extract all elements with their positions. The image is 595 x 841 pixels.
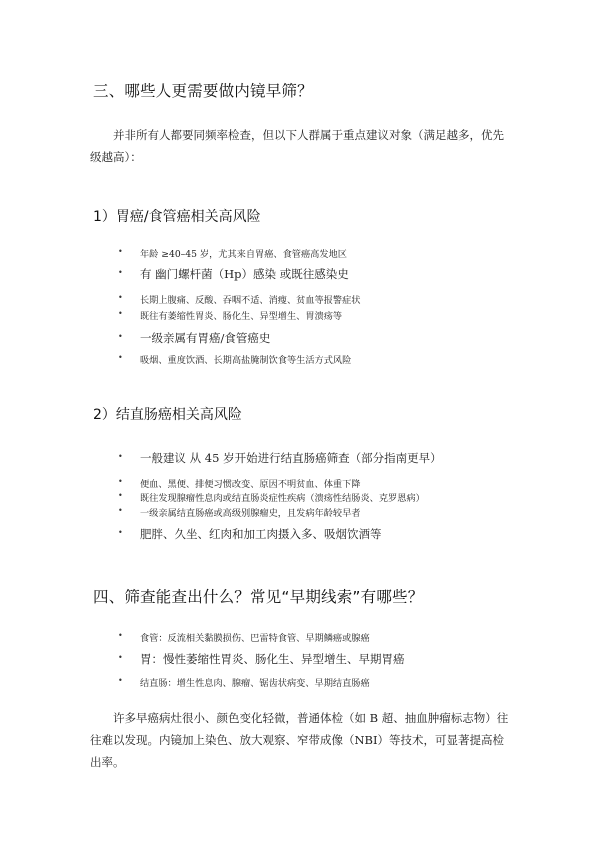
bullet-dot-icon: • <box>118 247 123 256</box>
section-4-paragraph: 许多早癌病灶很小、颜色变化轻微，普通体检（如 B 超、抽血肿瘤标志物）往往难以发现。内镜加上染色、放大观察、窄带成像（NBI）等技术，可显著提高检出率。 <box>90 711 509 769</box>
bullet-dot-icon: • <box>118 676 123 685</box>
bullet-dot-icon: • <box>118 309 123 318</box>
section-3-intro: 并非所有人都要同频率检查，但以下人群属于重点建议对象（满足越多，优先级越高）： <box>90 128 504 164</box>
bullet-dot-icon: • <box>118 332 123 341</box>
bullet-dot-icon: • <box>118 452 123 461</box>
bullet-dot-icon: • <box>118 477 123 486</box>
bullet-dot-icon: • <box>118 268 123 277</box>
gastric-risk-item-text: 既往有萎缩性胃炎、肠化生、异型增生、胃溃疡等 <box>140 311 343 322</box>
gastric-risk-item-text: 有 幽门螺杆菌（Hp）感染 或既往感染史 <box>140 267 349 281</box>
gastric-risk-item-text: 长期上腹痛、反酸、吞咽不适、消瘦、贫血等报警症状 <box>140 295 361 306</box>
gastric-risk-heading: 1）胃癌/食管癌相关高风险 <box>93 209 261 225</box>
bullet-dot-icon: • <box>118 506 123 515</box>
finding-item-text: 结直肠：增生性息肉、腺瘤、锯齿状病变、早期结直肠癌 <box>140 678 370 689</box>
section-3-heading: 三、哪些人更需要做内镜早筛？ <box>93 82 313 100</box>
bullet-dot-icon: • <box>118 653 123 662</box>
bullet-dot-icon: • <box>118 491 123 500</box>
colorectal-risk-item-text: 一级亲属结直肠癌或高级别腺瘤史，且发病年龄较早者 <box>140 508 361 519</box>
gastric-risk-item-text: 吸烟、重度饮酒、长期高盐腌制饮食等生活方式风险 <box>140 355 352 366</box>
bullet-dot-icon: • <box>118 353 123 362</box>
colorectal-risk-item-text: 一般建议 从 45 岁开始进行结直肠癌筛查（部分指南更早） <box>140 451 442 465</box>
section-4-heading: 四、筛查能查出什么？常见“早期线索”有哪些？ <box>93 588 424 606</box>
colorectal-risk-item-text: 肥胖、久坐、红肉和加工肉摄入多、吸烟饮酒等 <box>140 527 382 541</box>
colorectal-risk-heading: 2）结直肠癌相关高风险 <box>93 407 242 423</box>
colorectal-risk-item-text: 便血、黑便、排便习惯改变、原因不明贫血、体重下降 <box>140 479 361 490</box>
finding-item-text: 食管：反流相关黏膜损伤、巴雷特食管、早期鳞癌或腺癌 <box>140 633 370 644</box>
bullet-dot-icon: • <box>118 293 123 302</box>
bullet-dot-icon: • <box>118 528 123 537</box>
finding-item-text: 胃：慢性萎缩性胃炎、肠化生、异型增生、早期胃癌 <box>140 652 405 666</box>
gastric-risk-item-text: 年龄 ≥40–45 岁，尤其来自胃癌、食管癌高发地区 <box>140 249 347 260</box>
bullet-dot-icon: • <box>118 631 123 640</box>
colorectal-risk-item-text: 既往发现腺瘤性息肉或结直肠炎症性疾病（溃疡性结肠炎、克罗恩病） <box>140 493 425 504</box>
gastric-risk-item-text: 一级亲属有胃癌/食管癌史 <box>140 331 271 345</box>
